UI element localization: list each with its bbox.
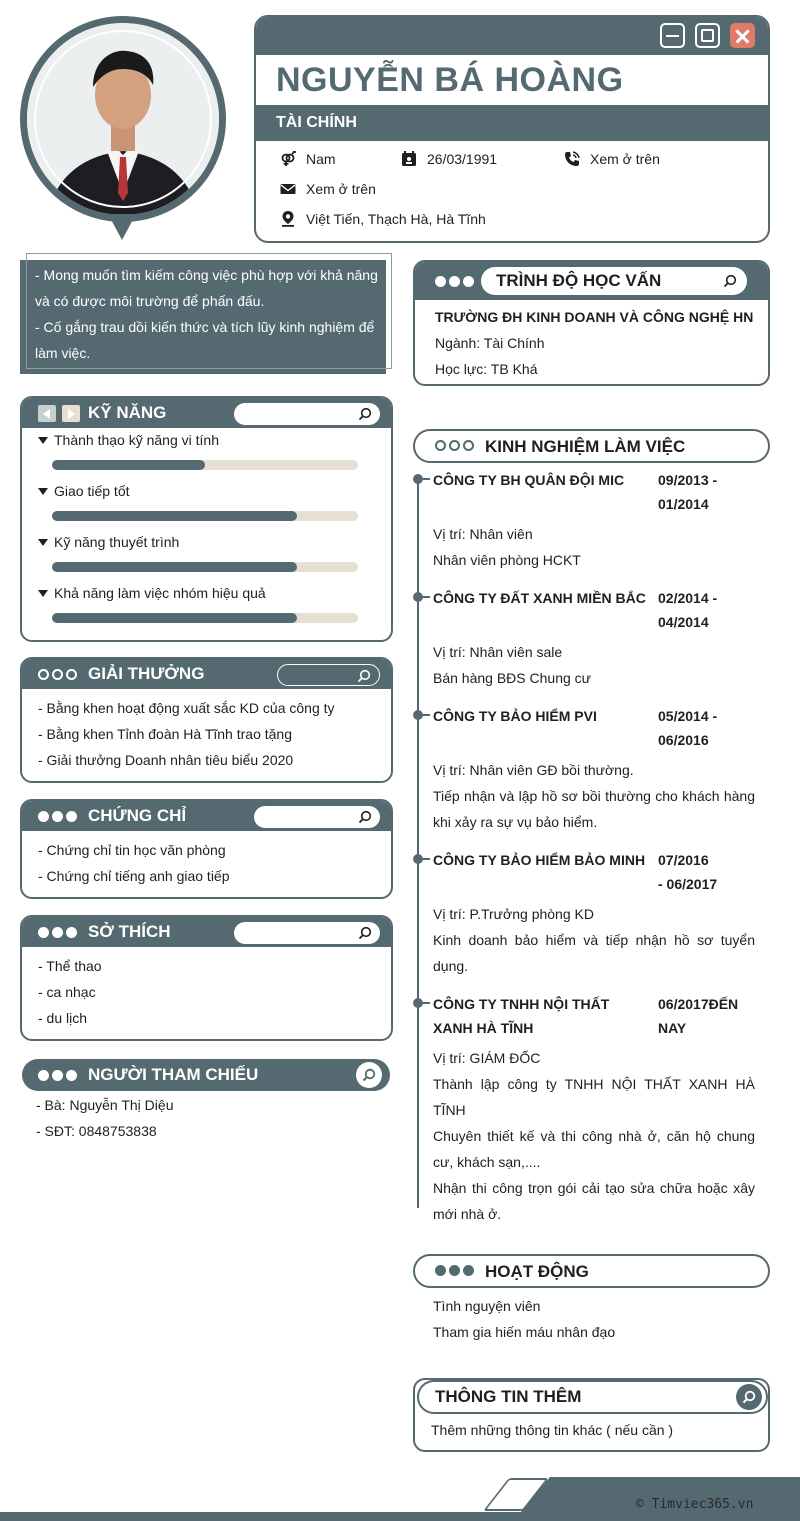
- section-title: SỞ THÍCH: [88, 922, 171, 941]
- list-item: - Chứng chỉ tiếng anh giao tiếp: [38, 868, 230, 884]
- date-end: 04/2014: [658, 614, 709, 630]
- certificates-section: [20, 799, 393, 899]
- job-detail-line: Chuyên thiết kế và thi công nhà ở, căn hộ chung cư, khách sạn,....: [433, 1128, 755, 1170]
- search-icon: [358, 810, 372, 824]
- objective-line: làm việc.: [35, 345, 91, 361]
- skill-label: Giao tiếp tốt: [54, 483, 130, 499]
- date-start: 07/2016: [658, 852, 709, 868]
- skill-item: [38, 534, 179, 550]
- search-icon: [358, 926, 372, 940]
- date-range: [658, 704, 768, 752]
- gender-value: Nam: [306, 151, 336, 167]
- skill-bar-fill: [52, 613, 297, 623]
- job-detail-line: Vị trí: P.Trưởng phòng KD: [433, 906, 594, 922]
- caret-down-icon: [38, 590, 48, 597]
- timeline-dot: [413, 710, 423, 720]
- skill-item: [38, 483, 130, 499]
- header-topbar: [256, 17, 768, 55]
- skill-item: [38, 585, 266, 601]
- list-item: - Thể thao: [38, 958, 102, 974]
- timeline-dot: [413, 854, 423, 864]
- major: Ngành: Tài Chính: [435, 335, 545, 351]
- education-section: [413, 260, 770, 386]
- dots-icon: [38, 669, 77, 680]
- objective-line: - Cố gắng trau dồi kiến thức và tích lũy kinh nghiệm để: [35, 319, 375, 335]
- avatar: [20, 16, 226, 222]
- timeline-line: [417, 475, 419, 1208]
- skill-bar: [52, 460, 358, 470]
- job-detail-line: Thành lập công ty TNHH NỘI THẤT XANH HÀ TĨNH: [433, 1076, 755, 1118]
- dots-icon: [435, 440, 474, 451]
- job-details: [433, 1045, 755, 1227]
- activities-header: [413, 1254, 770, 1288]
- section-title: KỸ NĂNG: [88, 403, 167, 422]
- dots-icon: [38, 811, 77, 822]
- date-end: NAY: [658, 1020, 687, 1036]
- skill-bar: [52, 613, 358, 623]
- skill-label: Kỹ năng thuyết trình: [54, 534, 180, 550]
- company-name: CÔNG TY TNHH NỘI THẤT XANH HÀ TĨNH: [433, 996, 610, 1036]
- skill-bar-fill: [52, 511, 297, 521]
- gender-row: [280, 151, 336, 167]
- birthday-row: [401, 151, 497, 167]
- date-end: 01/2014: [658, 496, 709, 512]
- birthday-value: 26/03/1991: [427, 151, 498, 167]
- phone-icon: [564, 151, 580, 167]
- dots-icon: [38, 927, 77, 938]
- skills-section: [20, 396, 393, 642]
- phone-value: Xem ở trên: [590, 151, 660, 167]
- address-value: Việt Tiến, Thạch Hà, Hà Tĩnh: [306, 211, 486, 227]
- email-value: Xem ở trên: [306, 181, 376, 197]
- skill-bar: [52, 511, 358, 521]
- job-detail-line: Vị trí: Nhân viên: [433, 526, 533, 542]
- footer-band: [0, 1512, 800, 1521]
- close-icon: [730, 23, 755, 48]
- job-detail-line: Nhận thi công trọn gói cải tạo sửa chữa hoặc xây mới nhà ở.: [433, 1180, 755, 1222]
- list-item: - Bằng khen Tỉnh đoàn Hà Tĩnh trao tặng: [38, 726, 292, 742]
- skills-header: [22, 398, 391, 428]
- job-detail-line: Bán hàng BĐS Chung cư: [433, 670, 592, 686]
- extra-info-section: [413, 1378, 770, 1452]
- date-range: [658, 848, 768, 896]
- section-title: HOẠT ĐỘNG: [485, 1262, 589, 1281]
- job-title: TÀI CHÍNH: [256, 105, 768, 141]
- career-objective: [26, 262, 386, 366]
- address-row: [280, 211, 486, 227]
- hobbies-search: [234, 922, 380, 944]
- email-icon: [280, 181, 296, 197]
- phone-row: [564, 151, 660, 167]
- skill-bar-fill: [52, 562, 297, 572]
- certificates-search: [254, 806, 380, 828]
- awards-section: [20, 657, 393, 783]
- list-item: - ca nhạc: [38, 984, 96, 1000]
- objective-line: - Mong muốn tìm kiếm công việc phù hợp với khả năng: [35, 267, 378, 283]
- job-detail-line: Tiếp nhận và lập hồ sơ bồi thường cho khách hàng khi xảy ra sự vụ bảo hiểm.: [433, 788, 755, 830]
- job-detail-line: Nhân viên phòng HCKT: [433, 552, 581, 568]
- education-header: [415, 262, 768, 300]
- timeline-dot: [413, 592, 423, 602]
- date-range: [658, 586, 768, 634]
- caret-down-icon: [38, 437, 48, 444]
- date-end: - 06/2017: [658, 876, 718, 892]
- date-start: 05/2014 -: [658, 708, 718, 724]
- skill-label: Khả năng làm việc nhóm hiệu quả: [54, 585, 266, 601]
- search-icon: [358, 407, 372, 421]
- email-row: [280, 181, 376, 197]
- education-title-pill: [481, 267, 747, 295]
- search-icon: [362, 1068, 376, 1082]
- maximize-icon: [695, 23, 720, 48]
- header-card: [254, 15, 770, 243]
- company-name: CÔNG TY BẢO HIỂM BẢO MINH: [433, 852, 646, 868]
- extra-info-text: Thêm những thông tin khác ( nếu cần ): [431, 1422, 674, 1438]
- skill-item: [38, 432, 219, 448]
- education-body: [415, 300, 768, 382]
- list-item: - Giải thưởng Doanh nhân tiêu biểu 2020: [38, 752, 294, 768]
- job-details: [433, 757, 755, 835]
- references-list: [36, 1092, 173, 1144]
- hobbies-section: [20, 915, 393, 1041]
- dots-icon: [38, 1070, 77, 1081]
- date-start: 09/2013 -: [658, 472, 718, 488]
- list-item: Tham gia hiến máu nhân đạo: [433, 1324, 616, 1340]
- search-icon: [357, 669, 371, 683]
- arrow-right-icon: [62, 405, 80, 422]
- search-icon: [723, 274, 737, 288]
- list-item: - Chứng chỉ tin học văn phòng: [38, 842, 226, 858]
- caret-down-icon: [38, 539, 48, 546]
- skill-label: Thành thạo kỹ năng vi tính: [54, 432, 219, 448]
- list-item: - Bằng khen hoạt động xuất sắc KD của công ty: [38, 700, 335, 716]
- list-item: - Bà: Nguyễn Thị Diệu: [36, 1097, 174, 1113]
- job-details: [433, 521, 755, 573]
- certificates-header: [22, 801, 391, 831]
- skill-bar-fill: [52, 460, 205, 470]
- date-end: 06/2016: [658, 732, 709, 748]
- awards-search: [277, 664, 380, 686]
- date-start: 06/2017ĐẾN: [658, 996, 739, 1012]
- activities-list: [433, 1293, 615, 1345]
- list-item: Tình nguyện viên: [433, 1298, 541, 1314]
- timeline-dot: [413, 474, 423, 484]
- copyright: © Timviec365.vn: [636, 1497, 754, 1512]
- section-title: NGƯỜI THAM CHIẾU: [88, 1065, 259, 1084]
- job-detail-line: Vị trí: Nhân viên sale: [433, 644, 563, 660]
- awards-list: [22, 689, 391, 773]
- section-title: KINH NGHIỆM LÀM VIỆC: [485, 437, 686, 456]
- references-search-button: [356, 1062, 382, 1088]
- caret-down-icon: [38, 488, 48, 495]
- experience-header: [413, 429, 770, 463]
- extra-info-header: [417, 1380, 768, 1414]
- awards-header: [22, 659, 391, 689]
- hobbies-list: [22, 947, 391, 1031]
- date-start: 02/2014 -: [658, 590, 718, 606]
- school-name: TRƯỜNG ĐH KINH DOANH VÀ CÔNG NGHỆ HN: [435, 309, 754, 325]
- hobbies-header: [22, 917, 391, 947]
- dots-icon: [435, 1265, 474, 1276]
- date-range: [658, 992, 768, 1040]
- section-title: TRÌNH ĐỘ HỌC VẤN: [496, 271, 662, 290]
- arrow-left-icon: [38, 405, 56, 422]
- certificates-list: [22, 831, 391, 889]
- job-details: [433, 901, 755, 979]
- company-name: CÔNG TY ĐẤT XANH MIỀN BẮC: [433, 590, 646, 606]
- gender-icon: [280, 151, 296, 167]
- dots-icon: [435, 276, 474, 287]
- company-name: CÔNG TY BẢO HIỂM PVI: [433, 708, 597, 724]
- list-item: - du lịch: [38, 1010, 88, 1026]
- skill-bar: [52, 562, 358, 572]
- extra-search-button: [736, 1384, 762, 1410]
- skills-search: [234, 403, 380, 425]
- job-detail-line: Kinh doanh bảo hiểm và tiếp nhận hồ sơ tuyển dụng.: [433, 932, 755, 974]
- timeline-dot: [413, 998, 423, 1008]
- job-details: [433, 639, 755, 691]
- references-header: [22, 1059, 390, 1091]
- list-item: - SĐT: 0848753838: [36, 1123, 157, 1139]
- location-icon: [280, 211, 296, 227]
- section-title: GIẢI THƯỞNG: [88, 664, 205, 683]
- objective-line: và có được môi trường để phấn đấu.: [35, 293, 265, 309]
- search-icon: [742, 1390, 756, 1404]
- grade: Học lực: TB Khá: [435, 361, 538, 377]
- company-name: CÔNG TY BH QUÂN ĐỘI MIC: [433, 472, 625, 488]
- avatar-pointer: [108, 214, 136, 240]
- section-title: CHỨNG CHỈ: [88, 806, 187, 825]
- job-detail-line: Vị trí: Nhân viên GĐ bồi thường.: [433, 762, 634, 778]
- minimize-icon: [660, 23, 685, 48]
- section-title: THÔNG TIN THÊM: [435, 1387, 582, 1406]
- full-name: NGUYỄN BÁ HOÀNG: [276, 61, 624, 99]
- calendar-icon: [401, 151, 417, 167]
- date-range: [658, 468, 768, 516]
- job-detail-line: Vị trí: GIÁM ĐỐC: [433, 1050, 541, 1066]
